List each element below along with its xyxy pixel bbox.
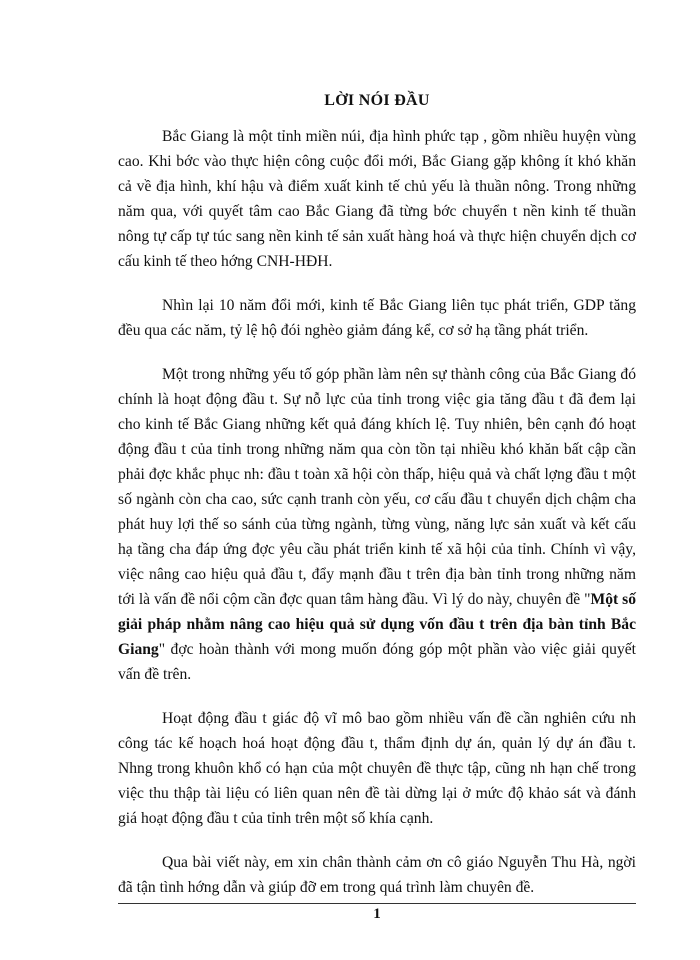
- page-number: 1: [373, 906, 381, 922]
- paragraph-5-text: Qua bài viết này, em xin chân thành cảm ơn cô giáo Nguyễn Thu Hà, ngời đã tận tình hớng dẫn và giúp đỡ em trong quá trình làm chuyên đề.: [118, 854, 636, 896]
- paragraph-3-text: Một trong những yếu tố góp phần làm nên sự thành công của Bắc Giang đó chính là hoạt động đầu t. Sự nỗ lực của tỉnh trong việc gia tăng đầu t đã đem lại cho kinh tế Bắc Giang những kết quả đáng khích lệ. Tuy nhiên, bên cạnh đó hoạt động đầu t của tỉnh trong những năm qua còn tồn tại nhiều khó khăn bất cập cần phải đợc khắc phục nh: đầu t toàn xã hội còn thấp, hiệu quả và chất lợng đầu t một số ngành còn cha cao, sức cạnh tranh còn yếu, cơ cấu đầu t chuyển dịch chậm cha phát huy lợi thế so sánh của từng ngành, từng vùng, năng lực sản xuất và kết cấu hạ tầng cha đáp ứng đợc yêu cầu phát triển kinh tế xã hội của tỉnh. Chính vì vậy, việc nâng cao hiệu quả đầu t, đẩy mạnh đầu t trên địa bàn tỉnh trong những năm tới là vấn đề nổi cộm cần đợc quan tâm hàng đầu. Vì lý do này, chuyên đề ": [118, 366, 636, 608]
- paragraph-4: [118, 706, 636, 831]
- paragraph-5: [118, 850, 636, 900]
- document-body: [118, 92, 636, 919]
- paragraph-2: [118, 293, 636, 343]
- paragraph-3: [118, 362, 636, 687]
- paragraph-1: [118, 124, 636, 274]
- paragraph-1-text: Bắc Giang là một tỉnh miền núi, địa hình phức tạp , gồm nhiều huyện vùng cao. Khi bớc vào thực hiện công cuộc đổi mới, Bắc Giang gặp không ít khó khăn cả về địa hình, khí hậu và điểm xuất kinh tế chủ yếu là thuần nông. Trong những năm qua, với quyết tâm cao Bắc Giang đã từng bớc chuyển t nền kinh tế thuần nông tự cấp tự túc sang nền kinh tế sản xuất hàng hoá và thực hiện chuyển dịch cơ cấu kinh tế theo hớng CNH-HĐH.: [118, 128, 636, 270]
- paragraph-3-text-end: " đợc hoàn thành với mong muốn đóng góp một phần vào việc giải quyết vấn đề trên.: [118, 641, 636, 683]
- footer-divider: [118, 903, 636, 904]
- topic-title-bold: Một số giải pháp nhằm nâng cao hiệu quả sử dụng vốn đầu t trên địa bàn tỉnh Bắc Giang: [118, 591, 636, 658]
- paragraph-2-text: Nhìn lại 10 năm đổi mới, kinh tế Bắc Giang liên tục phát triển, GDP tăng đều qua các năm, tỷ lệ hộ đói nghèo giảm đáng kể, cơ sở hạ tầng phát triển.: [118, 297, 636, 339]
- paragraph-4-text: Hoạt động đầu t giác độ vĩ mô bao gồm nhiều vấn đề cần nghiên cứu nh công tác kế hoạch hoá hoạt động đầu t, thẩm định dự án, quản lý dự án đầu t. Nhng trong khuôn khổ có hạn của một chuyên đề thực tập, cũng nh hạn chế trong việc thu thập tài liệu có liên quan nên đề tài dừng lại ở mức độ khảo sát và đánh giá hoạt động đầu t của tỉnh trên một số khía cạnh.: [118, 710, 636, 827]
- page-title: LỜI NÓI ĐẦU: [324, 92, 430, 109]
